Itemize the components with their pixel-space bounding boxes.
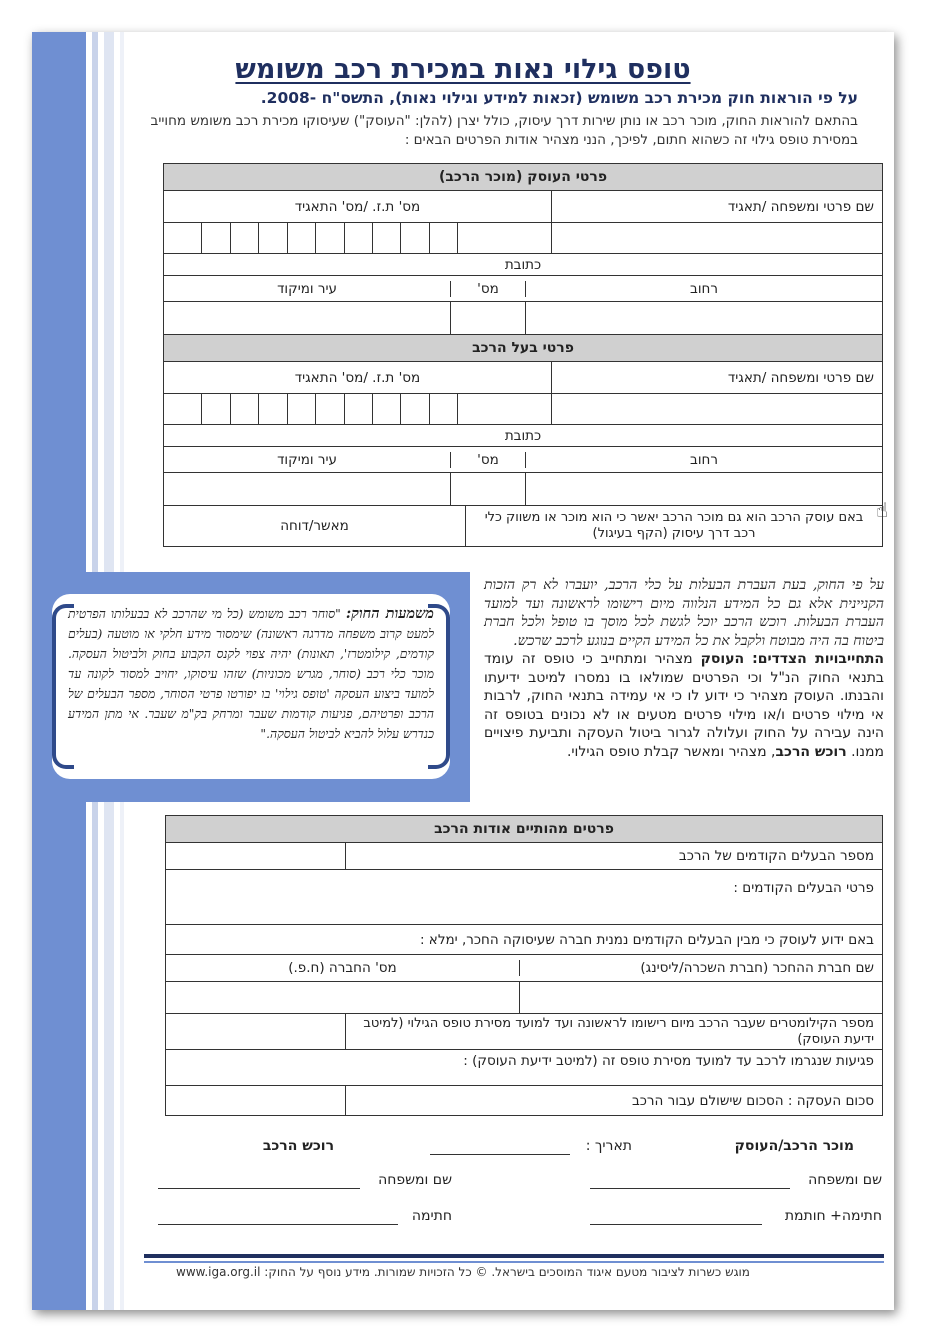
- km-label: מספר הקילומטרים שעבר הרכב מיום רישומו לראשונה ועד למועד מסירת טופס הגילוי (למיטב ידיעת העוסק): [346, 1014, 883, 1050]
- dealer-street-field[interactable]: [526, 302, 883, 334]
- confirm-deny-option[interactable]: מאשר/דוחה: [280, 518, 349, 534]
- dealer-id-digit[interactable]: [259, 223, 287, 254]
- buyer-name-line[interactable]: [158, 1188, 360, 1189]
- owner-street-label: רחוב: [526, 452, 883, 468]
- prev-owners-count-field[interactable]: [166, 843, 346, 870]
- vehicle-table: [165, 815, 883, 1116]
- company-no-field[interactable]: [166, 982, 520, 1013]
- owner-id-digit[interactable]: [316, 394, 344, 425]
- form-subtitle: על פי הוראות חוק מכירת רכב משומש (זכאות למידע וגילוי נאות), התשס"ח -2008.: [260, 89, 858, 107]
- owner-street-field[interactable]: [526, 473, 883, 505]
- owner-name-label: שם פרטי ומשפחה /תאגיד: [551, 362, 882, 394]
- dealer-header: פרטי העוסק (מוכר הרכב): [164, 164, 883, 191]
- owner-address-label: כתובת: [164, 425, 883, 447]
- owner-id-digit[interactable]: [429, 394, 457, 425]
- dealer-id-digit[interactable]: [373, 223, 401, 254]
- prev-owners-count-label: מספר הבעלים הקודמים של הרכב: [346, 843, 883, 870]
- dealer-city-field[interactable]: [164, 302, 451, 334]
- law-meaning-body: "סוחר רכב משומש (כל מי שהרכב לא בבעלותו הפרטית למעט קרוב משפחה מדרגה ראשונה) שימסור מידע חלקי או מוטעה (בעלים קודמים, קילומטרז', תאונות) יהיה צפוי לקנס הקבוע בחוק ולביטול העסקה. מוכר כלי רכב (סוחר, מגרש מכוניות) שזהו עיסוקו, יחויב למסור לקונה עד למועד ביצוע העסקה 'טופס גילוי' בו יפורטו פרטי הסוחר, מספר הבעלים של הרכב ופרטיהם, פגיעות קודמות שעבר ומרחק בק"מ שעבר. אי מתן המידע כנדרש עלול להביא לביטול העסקה.": [68, 607, 434, 741]
- dealer-id-label: מס' ת.ז. /מס' התאגיד: [164, 191, 552, 223]
- damages-label[interactable]: פגיעות שנגרמו לרכב עד למועד מסירת טופס זה (למיטב ידיעת העוסק) :: [166, 1050, 883, 1086]
- dealer-number-label: מס': [451, 281, 526, 297]
- owner-id-digit[interactable]: [344, 394, 372, 425]
- seller-title: מוכר הרכב/העוסק: [734, 1138, 854, 1154]
- law-note: על פי החוק, בעת העברת הבעלות על כלי הרכב, יועברו לא רק הזכות הקניינית אלא גם כל המידע הנלווה מיום רישומו לראשונה ועד למועד העברת הבעלות. רוכש הרכב יוכל לגשת לכל מוסך בו טופל ולכל חברת ביטוח בה היה מבוטח ולקבל את כל המידע הקיים בנוגע לרכב שרכש.: [484, 577, 884, 649]
- hand-cursor-icon: ☝: [876, 498, 889, 522]
- dealer-address-label: כתובת: [164, 254, 883, 276]
- law-meaning-text: [68, 604, 434, 744]
- buyer-title: רוכש הרכב: [262, 1138, 334, 1154]
- footer-rule: [144, 1261, 884, 1263]
- seller-sign-line[interactable]: [590, 1224, 762, 1225]
- lessor-name-label: שם חברת ההחכר (חברת השכרה/ליסינג): [520, 960, 883, 976]
- middle-text: [484, 576, 884, 761]
- leasing-note: באם ידוע לעוסק כי מבין הבעלים הקודמים נמנית חברה שעיסוקה החכר, ימלא :: [166, 925, 883, 955]
- owner-id-digit[interactable]: [202, 394, 230, 425]
- form-page: [32, 32, 894, 1310]
- vehicle-header: פרטים מהותיים אודות הרכב: [166, 816, 883, 843]
- dealer-id-digit[interactable]: [344, 223, 372, 254]
- seller-name-label: שם ומשפחה: [808, 1172, 882, 1188]
- obligations-text: מצהיר ומתחייב כי טופס זה עומד בתנאי החוק הנ"ל וכי הפרטים שמולאו בו נמסרו למיטב ידיעתו והבנתו. העוסק מצהיר כי ידוע לו כי אי עמידה בתנאי החוק, לרבות אי מילוי פרטים ו/או מילוי פרטים מטעים או לא נכונים בטופס זה הינה עבירה על החוק ועלולה לגרור ביטול העסקה ותביעת פיצויים ממנו.: [484, 651, 884, 760]
- law-meaning-title: משמעות החוק:: [345, 605, 434, 622]
- dealer-number-field[interactable]: [451, 302, 526, 334]
- dealer-id-digit[interactable]: [316, 223, 344, 254]
- owner-id-digit[interactable]: [401, 394, 429, 425]
- deal-sum-label: סכום העסקה : הסכום שישולם עבור הרכב: [346, 1086, 883, 1116]
- date-label: תאריך :: [585, 1138, 632, 1154]
- owner-id-digit[interactable]: [259, 394, 287, 425]
- lessor-name-field[interactable]: [520, 982, 883, 1013]
- intro-text: בהתאם להוראות החוק, מוכר רכב או נותן שירות דרך עיסוק, כולל יצרן (להלן: "העוסק") שעיסוקו מכירת רכב משומש מחוייב במסירת טופס גילוי זה כשהוא חתום, לפיכך, הנני מצהיר אודות הפרטים הבאים :: [150, 113, 858, 148]
- owner-id-digit[interactable]: [287, 394, 315, 425]
- owner-city-field[interactable]: [164, 473, 451, 505]
- owner-number-field[interactable]: [451, 473, 526, 505]
- dealer-name-label: שם פרטי ומשפחה /תאגיד: [551, 191, 882, 223]
- dealer-id-digit[interactable]: [429, 223, 457, 254]
- footer-text: מוגש כשרות לציבור מטעם איגוד המוסכים בישראל. © כל הזכויות שמורות. מידע נוסף על החוק: www.iga.org.il: [176, 1265, 750, 1279]
- prev-owners-details-label[interactable]: פרטי הבעלים הקודמים :: [166, 870, 883, 925]
- footer-rule: [144, 1254, 884, 1258]
- dealer-word: העוסק: [700, 651, 745, 667]
- owner-id-digit[interactable]: [458, 394, 552, 425]
- obligations-paragraph: [484, 650, 884, 761]
- obligations-title: התחייבויות הצדדים:: [752, 651, 885, 667]
- dealer-id-digit[interactable]: [202, 223, 230, 254]
- owner-number-label: מס': [451, 452, 526, 468]
- seller-name-line[interactable]: [590, 1188, 790, 1189]
- form-title: טופס גילוי נאות במכירת רכב משומש: [235, 54, 691, 85]
- buyer-word: רוכש הרכב: [775, 743, 847, 760]
- buyer-text: , מצהיר ומאשר קבלת טופס הגילוי.: [566, 743, 776, 760]
- dealer-id-digit[interactable]: [230, 223, 258, 254]
- dealer-id-digit[interactable]: [401, 223, 429, 254]
- dealer-city-label: עיר ומיקוד: [277, 280, 337, 297]
- dealer-name-field[interactable]: [551, 223, 882, 254]
- law-meaning-box: [32, 572, 470, 802]
- owner-header: פרטי בעל הרכב: [164, 335, 883, 362]
- deal-sum-field[interactable]: [166, 1086, 346, 1116]
- date-line[interactable]: [430, 1154, 570, 1155]
- owner-id-label: מס' ת.ז. /מס' התאגיד: [164, 362, 552, 394]
- owner-city-label: עיר ומיקוד: [277, 451, 337, 468]
- buyer-sign-label: חתימה: [411, 1208, 452, 1224]
- dealer-id-digit[interactable]: [287, 223, 315, 254]
- km-field[interactable]: [166, 1014, 346, 1050]
- dealer-owner-table: [163, 163, 883, 547]
- law-meaning-panel: [52, 594, 450, 779]
- owner-name-field[interactable]: [551, 394, 882, 425]
- dealer-id-digit[interactable]: [164, 223, 202, 254]
- buyer-name-label: שם ומשפחה: [378, 1172, 452, 1188]
- dealer-street-label: רחוב: [526, 281, 883, 297]
- buyer-sign-line[interactable]: [158, 1224, 398, 1225]
- company-no-label: מס' החברה (ח.פ.): [288, 960, 397, 976]
- dealer-id-digit[interactable]: [458, 223, 552, 254]
- dealer-owner-note: באם עוסק הרכב הוא גם מוכר הרכב יאשר כי הוא מוכר או משווק כלי רכב דרך עיסוק (הקף בעיגול): [466, 506, 883, 546]
- owner-id-digit[interactable]: [230, 394, 258, 425]
- owner-id-digit[interactable]: [373, 394, 401, 425]
- owner-id-digit[interactable]: [164, 394, 202, 425]
- seller-sign-label: חתימה+ חותמת: [784, 1208, 882, 1224]
